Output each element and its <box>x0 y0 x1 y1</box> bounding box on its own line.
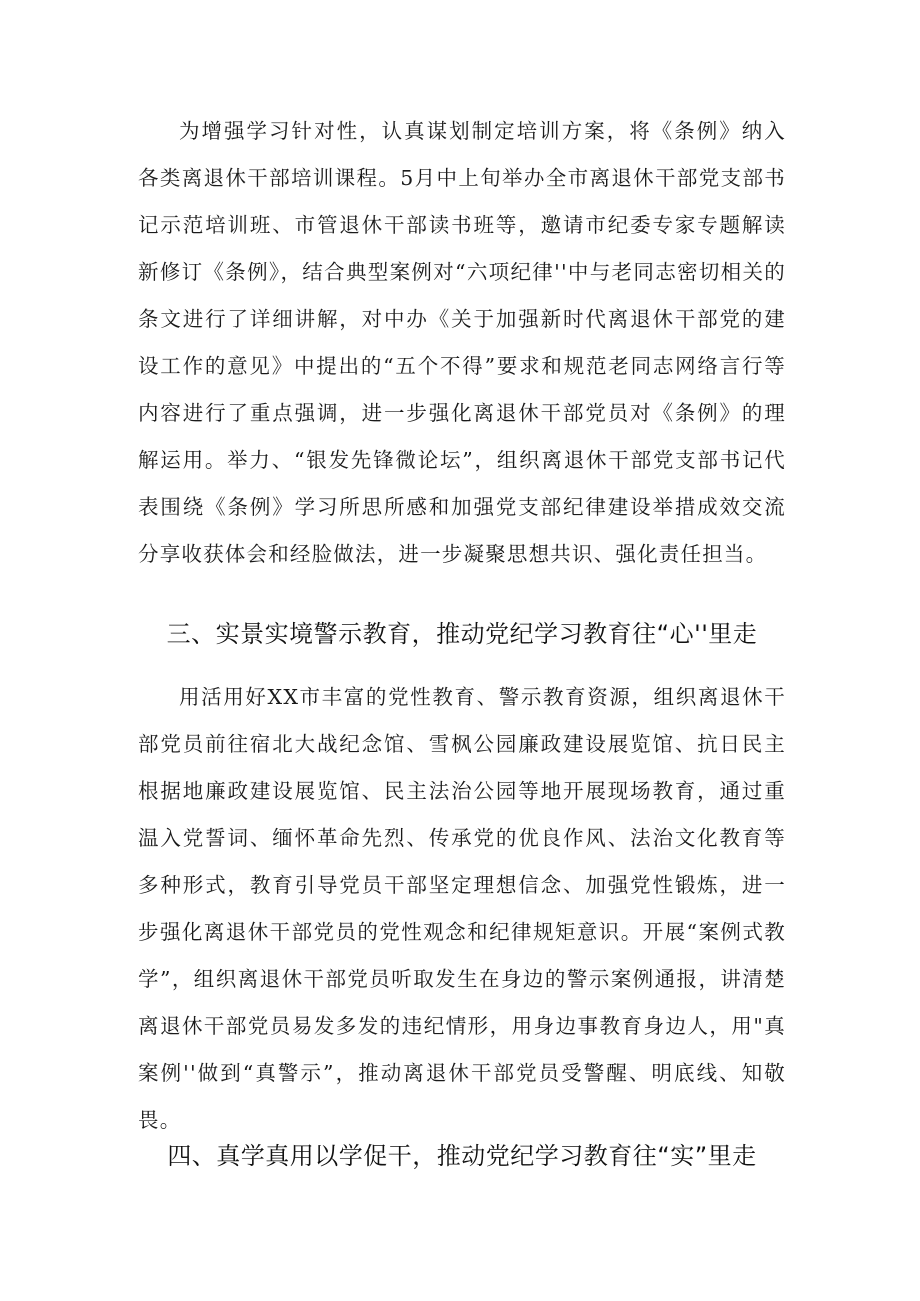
section-heading-4: 四、真学真用以学促干，推动党纪学习教育往“实”里走 <box>167 1142 757 1170</box>
body-paragraph-warning-education: 用活用好XX市丰富的党性教育、警示教育资源，组织离退休干部党员前往宿北大战纪念馆、雪枫公园廉政建设展览馆、抗日民主根据地廉政建设展览馆、民主法治公园等地开展现场教育，通过重温入党誓词、缅怀革命先烈、传承党的优良作风、法治文化教育等多种形式，教育引导党员干部坚定理想信念、加强党性锻炼，进一步强化离退休干部党员的党性观念和纪律规矩意识。开展“案例式教学”，组织离退休干部党员听取发生在身边的警示案例通报，讲清楚离退休干部党员易发多发的违纪情形，用身边事教育身边人，用"真案例''做到“真警示”，推动离退休干部党员受警醒、明底线、知敬畏。 <box>138 685 786 1132</box>
body-paragraph-training: 为增强学习针对性，认真谋划制定培训方案，将《条例》纳入各类离退休干部培训课程。5月中上旬举办全市离退休干部党支部书记示范培训班、市管退休干部读书班等，邀请市纪委专家专题解读新修订《条例》，结合典型案例对“六项纪律''中与老同志密切相关的条文进行了详细讲解，对中办《关于加强新时代离退休干部党的建设工作的意见》中提出的“五个不得”要求和规范老同志网络言行等内容进行了重点强调，进一步强化离退休干部党员对《条例》的理解运用。举力、“银发先锋微论坛”，组织离退休干部党支部书记代表围绕《条例》学习所思所感和加强党支部纪律建设举措成效交流分享收获体会和经脸做法，进一步凝聚思想共识、强化责任担当。 <box>138 119 786 566</box>
section-heading-3: 三、实景实境警示教育，推动党纪学习教育往“心''里走 <box>166 620 758 648</box>
